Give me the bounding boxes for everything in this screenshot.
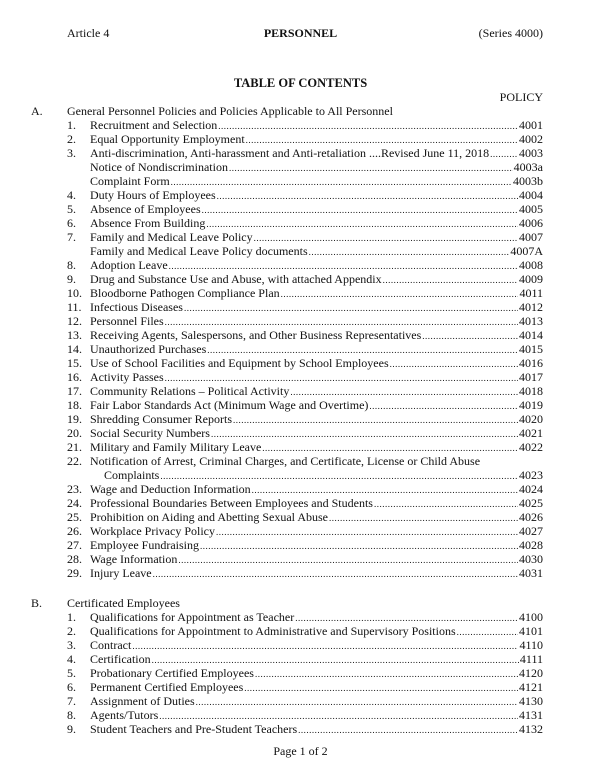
policy-code: 4026 [519,510,543,524]
header-title: PERSONNEL [263,26,338,40]
toc-row [0,722,601,736]
toc-item-title: Wage Information [90,552,178,566]
policy-code: 4030 [519,552,543,566]
dot-leader [490,146,518,161]
toc-row [0,538,601,552]
policy-code: 4008 [519,258,543,272]
policy-code: 4016 [519,356,543,370]
toc-row [0,510,601,524]
toc-item-title: Fair Labor Standards Act (Minimum Wage and Overtime) [90,398,369,412]
policy-code: 4023 [519,468,543,482]
toc-item-number: 8. [67,258,76,272]
toc-item-number: 16. [67,370,82,384]
policy-code: 4131 [519,708,543,722]
dot-leader [178,552,518,567]
policy-code: 4132 [519,722,543,736]
dot-leader [252,482,518,497]
toc-item-number: 9. [67,722,76,736]
toc-row [0,638,601,652]
toc-item-title: Workplace Privacy Policy [90,524,215,538]
dot-leader [207,342,518,357]
toc-item-number: 4. [67,652,76,666]
toc-row [0,398,601,412]
toc-row [0,652,601,666]
dot-leader [246,132,518,147]
toc-item-number: 22. [67,454,82,468]
toc-item-title: Certification [90,652,151,666]
toc-item-number: 15. [67,356,82,370]
toc-item-title: Notification of Arrest, Criminal Charges, and Certificate, License or Child Abuse [90,454,481,468]
toc-item-number: 2. [67,132,76,146]
toc-row [0,412,601,426]
policy-code: 4017 [519,370,543,384]
toc-row [0,624,601,638]
toc-item-number: 5. [67,202,76,216]
policy-code: 4121 [519,680,543,694]
toc-row [0,146,601,160]
toc-item-number: 7. [67,230,76,244]
toc-row [0,694,601,708]
toc-item-title: Infectious Diseases [90,300,183,314]
toc-item-title: Notice of Nondiscrimination [90,160,228,174]
policy-code: 4011 [519,286,543,300]
policy-code: 4019 [519,398,543,412]
dot-leader [457,624,518,639]
policy-code: 4025 [519,496,543,510]
dot-leader [217,188,518,203]
toc-item-title: Anti-discrimination, Anti-harassment and Anti-retaliation ....Revised June 11, 2018 [90,146,490,160]
toc-item-title: Duty Hours of Employees [90,188,216,202]
toc-row [0,286,601,300]
policy-code: 4028 [519,538,543,552]
toc-item-number: 10. [67,286,82,300]
toc-item-number: 17. [67,384,82,398]
toc-row [0,524,601,538]
toc-row [0,328,601,342]
toc-item-title: Student Teachers and Pre-Student Teachers [90,722,298,736]
policy-code: 4101 [519,624,543,638]
dot-leader [165,314,518,329]
toc-item-title: Unauthorized Purchases [90,342,207,356]
policy-code: 4014 [519,328,543,342]
dot-leader [196,694,518,709]
toc-item-number: 25. [67,510,82,524]
toc-item-number: 24. [67,496,82,510]
policy-code: 4002 [519,132,543,146]
policy-code: 4015 [519,342,543,356]
toc-row [0,342,601,356]
dot-leader [383,272,518,287]
policy-code: 4022 [519,440,543,454]
toc-item-number: 28. [67,552,82,566]
toc-row [0,384,601,398]
dot-leader [200,538,518,553]
policy-code: 4007 [519,230,543,244]
toc-item-title: Contract [90,638,132,652]
toc-item-title: Equal Opportunity Employment [90,132,245,146]
toc-item-number: 6. [67,680,76,694]
toc-item-number: 7. [67,694,76,708]
toc-row-continuation [0,468,601,482]
section-items [0,118,601,580]
dot-leader [374,496,518,511]
toc-row [0,188,601,202]
toc-item-title: Community Relations – Political Activity [90,384,290,398]
policy-code: 4024 [519,482,543,496]
dot-leader [244,680,518,695]
dot-leader [152,652,519,667]
toc-item-title: Shredding Consumer Reports [90,412,232,426]
toc-row [0,118,601,132]
policy-code: 4018 [519,384,543,398]
toc-item-number: 13. [67,328,82,342]
toc-item-number: 6. [67,216,76,230]
toc-item-number: 20. [67,426,82,440]
toc-item-title: Social Security Numbers [90,426,210,440]
toc-item-title: Agents/Tutors [90,708,159,722]
toc-item-title: Professional Boundaries Between Employees and Students [90,496,373,510]
dot-leader [329,510,518,525]
dot-leader [390,356,518,371]
policy-code: 4006 [519,216,543,230]
toc-row [0,272,601,286]
toc-item-number: 23. [67,482,82,496]
toc-row [0,356,601,370]
toc-item-title: Receiving Agents, Salespersons, and Other Business Representatives [90,328,422,342]
dot-leader [309,244,510,259]
toc-item-number: 8. [67,708,76,722]
dot-leader [165,370,518,385]
toc-item-title: Recruitment and Selection [90,118,218,132]
header-series: (Series 4000) [478,26,543,40]
toc-item-number: 9. [67,272,76,286]
toc-row [0,566,601,580]
policy-code: 4009 [519,272,543,286]
policy-code: 4003a [513,160,543,174]
toc-item-title: Permanent Certified Employees [90,680,244,694]
dot-leader [171,174,512,189]
dot-leader [233,412,518,427]
policy-code: 4012 [519,300,543,314]
toc-item-title: Qualifications for Appointment as Teacher [90,610,295,624]
policy-code: 4001 [519,118,543,132]
toc-row [0,300,601,314]
toc-item-number: 26. [67,524,82,538]
toc-item-number: 3. [67,638,76,652]
policy-code: 4027 [519,524,543,538]
dot-leader [298,722,518,737]
toc-row [0,426,601,440]
dot-leader [160,468,518,483]
toc-row [0,610,601,624]
toc-item-number: 3. [67,146,76,160]
dot-leader [281,286,519,301]
toc-row [0,482,601,496]
toc-item-number: 1. [67,610,76,624]
policy-code: 4110 [519,638,543,652]
policy-column-header: POLICY [499,90,543,104]
toc-item-title: Probationary Certified Employees [90,666,254,680]
toc-item-title: Family and Medical Leave Policy documents [90,244,308,258]
policy-code: 4013 [519,314,543,328]
dot-leader [254,230,518,245]
toc-item-title: Family and Medical Leave Policy [90,230,253,244]
policy-code: 4031 [519,566,543,580]
toc-item-title: Employee Fundraising [90,538,199,552]
dot-leader [295,610,518,625]
dot-leader [153,566,518,581]
toc-item-title: Adoption Leave [90,258,168,272]
toc-item-number: 21. [67,440,82,454]
toc-item-number: 1. [67,118,76,132]
toc-item-title: Wage and Deduction Information [90,482,251,496]
toc-item-title: Qualifications for Appointment to Administrative and Supervisory Positions [90,624,456,638]
toc-item-title: Use of School Facilities and Equipment by School Employees [90,356,389,370]
section-letter: A. [31,104,43,118]
toc-row [0,216,601,230]
dot-leader [216,524,518,539]
toc-row [0,132,601,146]
policy-code: 4003 [519,146,543,160]
toc-item-title: Bloodborne Pathogen Compliance Plan [90,286,280,300]
toc-row [0,496,601,510]
toc-row [0,370,601,384]
section-title: General Personnel Policies and Policies Applicable to All Personnel [67,104,393,118]
toc-row [0,680,601,694]
toc-item-title: Prohibition on Aiding and Abetting Sexual Abuse [90,510,328,524]
dot-leader [369,398,518,413]
toc-item-title: Injury Leave [90,566,152,580]
toc-item-number: 19. [67,412,82,426]
toc-row [0,314,601,328]
toc-item-number: 29. [67,566,82,580]
policy-code: 4130 [519,694,543,708]
toc-item-title: Absence From Building [90,216,206,230]
dot-leader [159,708,518,723]
dot-leader [202,202,518,217]
toc-item-title: Complaint Form [90,174,170,188]
toc-row [0,666,601,680]
dot-leader [211,426,518,441]
toc-item-title: Drug and Substance Use and Abuse, with attached Appendix [90,272,382,286]
dot-leader [290,384,518,399]
policy-code: 4021 [519,426,543,440]
policy-code: 4004 [519,188,543,202]
dot-leader [262,440,518,455]
toc-row [0,454,601,468]
header-article: Article 4 [67,26,110,40]
section-title: Certificated Employees [67,596,180,610]
policy-code: 4020 [519,412,543,426]
toc-item-number: 14. [67,342,82,356]
toc-item-title: Assignment of Duties [90,694,195,708]
toc-row [0,708,601,722]
dot-leader [218,118,518,133]
toc-row [0,552,601,566]
toc-row [0,244,601,258]
toc-item-number: 11. [67,300,82,314]
toc-row [0,258,601,272]
policy-code: 4100 [519,610,543,624]
dot-leader [169,258,518,273]
dot-leader [255,666,518,681]
dot-leader [206,216,518,231]
section-items [0,610,601,736]
toc-item-number: 18. [67,398,82,412]
toc-item-number: 2. [67,624,76,638]
policy-code: 4003b [513,174,543,188]
section-letter: B. [31,596,43,610]
toc-row [0,440,601,454]
toc-item-title-continuation: Complaints [104,468,160,482]
toc-row [0,174,601,188]
dot-leader [132,638,518,653]
dot-leader [184,300,518,315]
toc-item-number: 27. [67,538,82,552]
toc-row [0,230,601,244]
toc-row [0,202,601,216]
policy-code: 4005 [519,202,543,216]
toc-item-number: 4. [67,188,76,202]
page-number: Page 1 of 2 [273,744,328,758]
policy-code: 4111 [519,652,543,666]
toc-title: TABLE OF CONTENTS [233,76,368,90]
toc-item-title: Personnel Files [90,314,164,328]
dot-leader [422,328,518,343]
policy-code: 4007A [510,244,543,258]
toc-item-title: Military and Family Military Leave [90,440,262,454]
policy-code: 4120 [519,666,543,680]
toc-item-title: Activity Passes [90,370,164,384]
dot-leader [229,160,513,175]
toc-row [0,160,601,174]
toc-item-number: 5. [67,666,76,680]
toc-item-number: 12. [67,314,82,328]
toc-item-title: Absence of Employees [90,202,201,216]
